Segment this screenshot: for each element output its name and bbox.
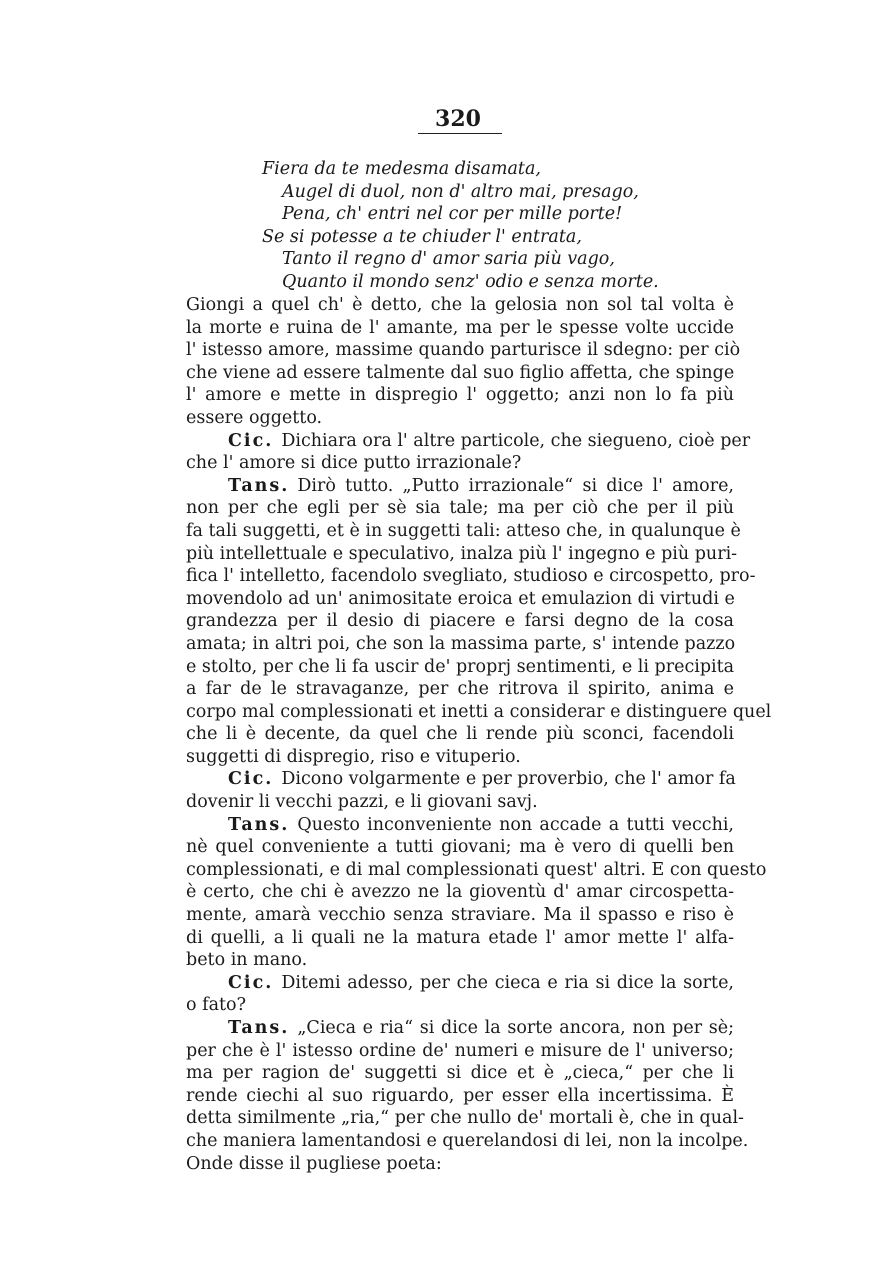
text-line (186, 294, 734, 317)
line-text: Dicono volgarmente e per proverbio, che l' amor fa (281, 769, 736, 790)
text-line (186, 656, 734, 679)
text-line (186, 1062, 734, 1085)
verse-line: Pena, ch' entri nel cor per mille porte! (282, 204, 623, 225)
text-line (186, 949, 734, 972)
line-text: complessionati, e di mal complessionati quest' altri. E con questo (186, 859, 767, 880)
line-text: che viene ad essere talmente dal suo figlio affetta, che spinge (186, 362, 735, 383)
line-text: detta similmente „ria,“ per che nullo de' mortali è, che in qual- (186, 1108, 744, 1129)
line-text: o fato? (186, 995, 246, 1016)
text-line (186, 588, 734, 611)
text-line (186, 904, 734, 927)
line-text: non per che egli per sè sia tale; ma per ciò che per il più (186, 498, 734, 519)
line-text: Questo inconveniente non accade a tutti vecchi, (297, 814, 734, 835)
text-line (186, 452, 734, 475)
text-line (186, 768, 734, 791)
header-rule (418, 133, 502, 134)
paragraph (186, 475, 772, 769)
line-text: Giongi a quel ch' è detto, che la gelosia non sol tal volta è (186, 295, 734, 315)
line-text: „Cieca e ria“ si dice la sorte ancora, non per sè; (297, 1018, 734, 1038)
text-line (186, 475, 734, 498)
text-line (186, 881, 734, 904)
text-line (186, 927, 734, 950)
text-line (186, 520, 741, 543)
text-line (186, 746, 734, 769)
text-line (186, 1017, 734, 1040)
line-text: rende ciechi al suo riguardo, per esser ella incertissima. È (186, 1085, 734, 1106)
line-text: che l' amore si dice putto irrazionale? (186, 453, 522, 474)
line-text: fica l' intelletto, facendolo svegliato, studioso e circospetto, pro- (186, 566, 756, 587)
text-line (186, 317, 734, 340)
speaker-label: Cic. (228, 430, 274, 451)
line-text: Ditemi adesso, per che cieca e ria si dice la sorte, (281, 972, 734, 993)
text-line (186, 1040, 734, 1063)
line-text: di quelli, a li quali ne la matura etade l' amor mette l' alfa- (186, 927, 734, 948)
text-line (186, 701, 772, 724)
line-text: per che è l' istesso ordine de' numeri e misure de l' universo; (186, 1040, 734, 1061)
verse-line: Fiera da te medesma disamata, (262, 159, 541, 179)
line-text: a far de le stravaganze, per che ritrova il spirito, anima e (186, 679, 734, 700)
text-line (186, 1153, 734, 1176)
speaker-label: Tans. (228, 1018, 290, 1038)
page-number: 320 (435, 106, 481, 132)
paragraph (186, 768, 734, 813)
text-line (186, 633, 734, 656)
text-line (186, 1107, 744, 1130)
line-text: è certo, che chi è avezzo ne la gioventù d' amar circospetta- (186, 882, 734, 903)
line-text: dovenir li vecchi pazzi, e li giovani savj. (186, 792, 538, 813)
text-line (186, 384, 734, 407)
text-line (186, 407, 734, 430)
text-line (186, 1130, 749, 1153)
line-text: l' amore e mette in dispregio l' oggetto; anzi non lo fa più (186, 385, 734, 406)
line-text: fa tali suggetti, et è in suggetti tali: atteso che, in qualunque è (186, 520, 741, 541)
prose-body (186, 294, 772, 1175)
text-line (186, 814, 734, 837)
verse-block (262, 158, 822, 294)
line-text: Dirò tutto. „Putto irrazionale“ si dice l' amore, (297, 475, 734, 496)
paragraph (186, 814, 767, 972)
line-text: corpo mal complessionati et inetti a considerar e distinguere quel (186, 701, 772, 722)
text-line (186, 610, 734, 633)
line-text: suggetti di dispregio, riso e vituperio. (186, 746, 521, 767)
text-line (186, 362, 734, 385)
line-text: ma per ragion de' suggetti si dice et è „cieca,“ per che li (186, 1063, 734, 1084)
verse-line: Quanto il mondo senz' odio e senza morte. (282, 271, 659, 292)
text-line (186, 791, 734, 814)
line-text: essere oggetto. (186, 407, 323, 428)
text-line (186, 430, 751, 453)
paragraph (186, 1017, 749, 1175)
text-line (186, 543, 738, 566)
text-line (186, 994, 734, 1017)
line-text: che li è decente, da quel che li rende più sconci, facendoli (186, 724, 734, 745)
paragraph (186, 294, 741, 430)
line-text: beto in mano. (186, 950, 308, 971)
line-text: l' istesso amore, massime quando parturisce il sdegno: per ciò (186, 340, 741, 361)
text-line (186, 678, 734, 701)
speaker-label: Cic. (228, 769, 274, 790)
line-text: mente, amarà vecchio senza straviare. Ma il spasso e riso è (186, 905, 734, 926)
verse-line: Tanto il regno d' amor saria più vago, (282, 249, 615, 270)
text-line (186, 836, 734, 859)
text-line (186, 497, 734, 520)
line-text: Onde disse il pugliese poeta: (186, 1153, 442, 1174)
line-text: nè quel conveniente a tutti giovani; ma è vero di quelli ben (186, 837, 734, 858)
verse-line: Augel di duol, non d' altro mai, presago, (282, 181, 639, 202)
text-line (186, 723, 734, 746)
verse-line: Se si potesse a te chiuder l' entrata, (262, 226, 582, 247)
line-text: la morte e ruina de l' amante, ma per le spesse volte uccide (186, 317, 734, 338)
line-text: e stolto, per che li fa uscir de' proprj sentimenti, e li precipita (186, 656, 735, 677)
line-text: che maniera lamentandosi e querelandosi di lei, non la incolpe. (186, 1130, 749, 1151)
text-line (186, 565, 756, 588)
line-text: grandezza per il desio di piacere e farsi degno de la cosa (186, 611, 734, 632)
text-line (186, 859, 767, 882)
paragraph (186, 430, 751, 475)
line-text: amata; in altri poi, che son la massima parte, s' intende pazzo (186, 633, 736, 654)
text-line (186, 1085, 734, 1108)
line-text: più intellettuale e speculativo, inalza più l' ingegno e più puri- (186, 543, 738, 564)
line-text: Dichiara ora l' altre particole, che siegueno, cioè per (281, 430, 751, 451)
speaker-label: Tans. (228, 814, 290, 835)
line-text: movendolo ad un' animositate eroica et emulazion di virtudi e (186, 588, 735, 609)
speaker-label: Cic. (228, 972, 274, 993)
text-line (186, 339, 741, 362)
paragraph (186, 972, 734, 1017)
text-line (186, 972, 734, 995)
speaker-label: Tans. (228, 475, 290, 496)
